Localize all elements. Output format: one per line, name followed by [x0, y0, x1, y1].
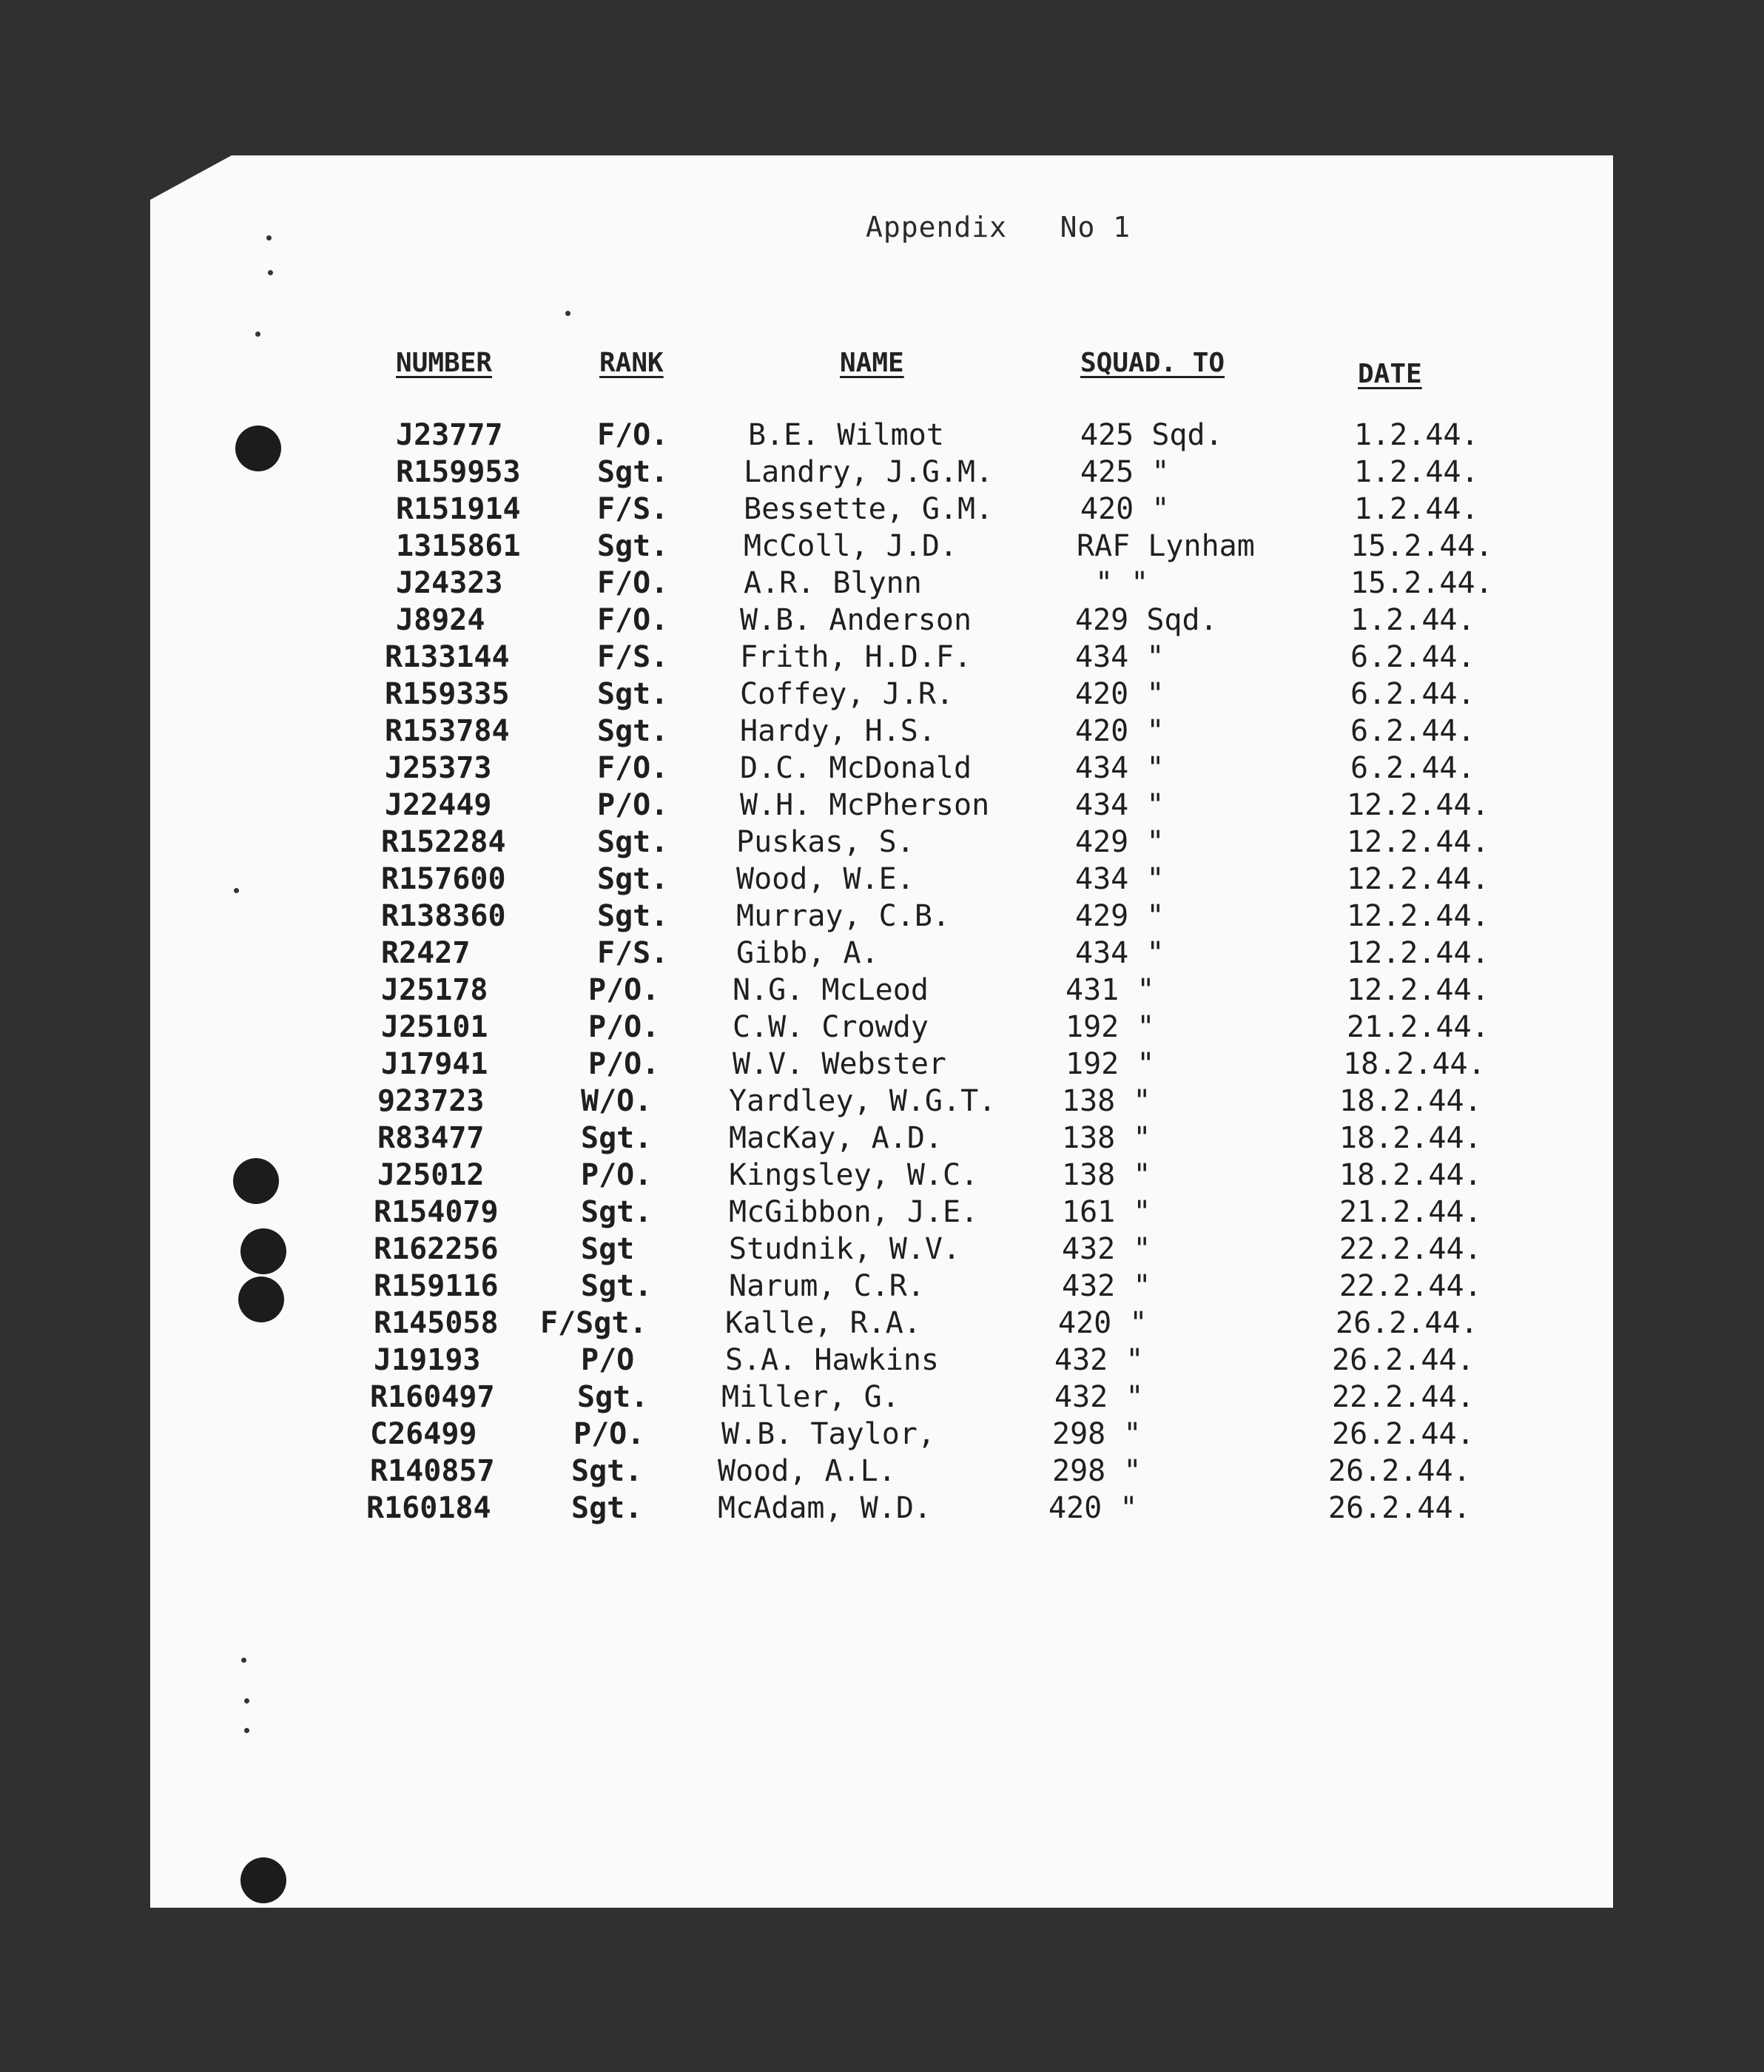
rank: P/O.	[573, 1417, 645, 1451]
punch-hole-top	[235, 426, 281, 471]
name: W.B. Taylor,	[721, 1417, 935, 1451]
squadron: 425 Sqd.	[1080, 418, 1223, 452]
margin-speck	[241, 1658, 246, 1663]
squadron: 420 "	[1080, 492, 1170, 526]
date: 12.2.44.	[1347, 899, 1489, 933]
squadron: 434 "	[1075, 788, 1165, 822]
squadron: 429 Sqd.	[1075, 603, 1218, 637]
date: 1.2.44.	[1354, 455, 1479, 489]
punch-hole-middle-2	[240, 1228, 286, 1274]
date: 1.2.44.	[1350, 603, 1475, 637]
name: A.R. Blynn	[744, 566, 922, 600]
service-number: R133144	[385, 640, 510, 674]
name: Wood, W.E.	[736, 862, 915, 896]
squadron: " "	[1095, 566, 1149, 600]
name: McAdam, W.D.	[718, 1491, 932, 1525]
squadron: 192 "	[1066, 1010, 1155, 1044]
squadron: 298 "	[1052, 1454, 1142, 1488]
date: 12.2.44.	[1347, 825, 1489, 859]
date: 12.2.44.	[1347, 862, 1489, 896]
rank: P/O.	[588, 1010, 660, 1044]
service-number: R140857	[370, 1454, 495, 1488]
header-date: DATE	[1358, 359, 1422, 389]
name: W.V. Webster	[733, 1047, 946, 1081]
date: 18.2.44.	[1339, 1158, 1482, 1192]
date: 26.2.44.	[1328, 1454, 1471, 1488]
rank: F/O.	[597, 566, 669, 600]
service-number: J25101	[381, 1010, 488, 1044]
date: 1.2.44.	[1354, 492, 1479, 526]
date: 6.2.44.	[1350, 677, 1475, 711]
name: Landry, J.G.M.	[744, 455, 994, 489]
name: Gibb, A.	[736, 936, 879, 970]
service-number: R160497	[370, 1380, 495, 1414]
squadron: 432 "	[1062, 1269, 1151, 1303]
service-number: J23777	[396, 418, 503, 452]
service-number: 1315861	[396, 529, 521, 563]
service-number: R151914	[396, 492, 521, 526]
header-rank: RANK	[599, 348, 664, 378]
service-number: R152284	[381, 825, 506, 859]
squadron: 138 "	[1062, 1158, 1151, 1192]
rank: P/O	[581, 1343, 635, 1377]
date: 12.2.44.	[1347, 973, 1489, 1007]
date: 18.2.44.	[1339, 1121, 1482, 1155]
rank: P/O.	[597, 788, 669, 822]
margin-speck	[565, 311, 570, 316]
name: Wood, A.L.	[718, 1454, 896, 1488]
rank: F/O.	[597, 418, 669, 452]
service-number: R159116	[374, 1269, 499, 1303]
rank: F/Sgt.	[540, 1306, 647, 1340]
rank: Sgt	[581, 1232, 635, 1266]
service-number: R157600	[381, 862, 506, 896]
rank: Sgt.	[571, 1491, 643, 1525]
date: 6.2.44.	[1350, 751, 1475, 785]
name: B.E. Wilmot	[748, 418, 944, 452]
squadron: 192 "	[1066, 1047, 1155, 1081]
date: 1.2.44.	[1354, 418, 1479, 452]
date: 15.2.44.	[1350, 566, 1493, 600]
punch-hole-middle-3	[238, 1276, 284, 1322]
name: Miller, G.	[721, 1380, 900, 1414]
name: Puskas, S.	[736, 825, 915, 859]
service-number: J24323	[396, 566, 503, 600]
punch-hole-middle-1	[233, 1158, 279, 1204]
name: Hardy, H.S.	[740, 714, 936, 748]
margin-speck	[244, 1728, 249, 1733]
squadron: 431 "	[1066, 973, 1155, 1007]
name: Murray, C.B.	[736, 899, 950, 933]
appendix-title: Appendix No 1	[866, 211, 1131, 243]
service-number: R159335	[385, 677, 510, 711]
rank: W/O.	[581, 1084, 653, 1118]
name: Bessette, G.M.	[744, 492, 994, 526]
rank: Sgt.	[597, 825, 669, 859]
date: 26.2.44.	[1332, 1417, 1475, 1451]
rank: Sgt.	[597, 529, 669, 563]
rank: Sgt.	[597, 455, 669, 489]
service-number: R153784	[385, 714, 510, 748]
name: W.H. McPherson	[740, 788, 990, 822]
squadron: 420 "	[1058, 1306, 1148, 1340]
rank: Sgt.	[577, 1380, 649, 1414]
squadron: 138 "	[1062, 1121, 1151, 1155]
date: 22.2.44.	[1339, 1232, 1482, 1266]
date: 26.2.44.	[1332, 1343, 1475, 1377]
squadron: 434 "	[1075, 862, 1165, 896]
name: MacKay, A.D.	[729, 1121, 943, 1155]
margin-speck	[244, 1698, 249, 1703]
service-number: 923723	[377, 1084, 485, 1118]
rank: Sgt.	[597, 714, 669, 748]
date: 21.2.44.	[1347, 1010, 1489, 1044]
rank: Sgt.	[597, 677, 669, 711]
name: W.B. Anderson	[740, 603, 972, 637]
date: 26.2.44.	[1328, 1491, 1471, 1525]
squadron: 434 "	[1075, 751, 1165, 785]
squadron: 432 "	[1062, 1232, 1151, 1266]
name: Kalle, R.A.	[725, 1306, 921, 1340]
date: 15.2.44.	[1350, 529, 1493, 563]
service-number: J17941	[381, 1047, 488, 1081]
date: 12.2.44.	[1347, 936, 1489, 970]
date: 18.2.44.	[1339, 1084, 1482, 1118]
service-number: R159953	[396, 455, 521, 489]
date: 21.2.44.	[1339, 1195, 1482, 1229]
rank: F/O.	[597, 751, 669, 785]
header-name: NAME	[840, 348, 904, 378]
date: 22.2.44.	[1339, 1269, 1482, 1303]
rank: F/S.	[597, 936, 669, 970]
rank: Sgt.	[581, 1195, 653, 1229]
service-number: J25178	[381, 973, 488, 1007]
service-number: R2427	[381, 936, 471, 970]
name: S.A. Hawkins	[725, 1343, 939, 1377]
margin-speck	[234, 888, 239, 893]
service-number: J8924	[396, 603, 485, 637]
name: Frith, H.D.F.	[740, 640, 972, 674]
margin-speck	[268, 270, 273, 275]
squadron: 420 "	[1075, 677, 1165, 711]
squadron: RAF Lynham	[1077, 529, 1255, 563]
squadron: 429 "	[1075, 899, 1165, 933]
date: 18.2.44.	[1343, 1047, 1486, 1081]
squadron: 434 "	[1075, 640, 1165, 674]
rank: P/O.	[588, 973, 660, 1007]
service-number: R162256	[374, 1232, 499, 1266]
rank: Sgt.	[597, 899, 669, 933]
service-number: J25012	[377, 1158, 485, 1192]
rank: Sgt.	[597, 862, 669, 896]
squadron: 298 "	[1052, 1417, 1142, 1451]
rank: P/O.	[581, 1158, 653, 1192]
date: 6.2.44.	[1350, 714, 1475, 748]
name: Kingsley, W.C.	[729, 1158, 979, 1192]
service-number: J19193	[374, 1343, 481, 1377]
squadron: 434 "	[1075, 936, 1165, 970]
squadron: 420 "	[1075, 714, 1165, 748]
rank: Sgt.	[571, 1454, 643, 1488]
name: McGibbon, J.E.	[729, 1195, 979, 1229]
name: Yardley, W.G.T.	[729, 1084, 997, 1118]
margin-speck	[255, 332, 260, 337]
squadron: 429 "	[1075, 825, 1165, 859]
squadron: 138 "	[1062, 1084, 1151, 1118]
rank: Sgt.	[581, 1121, 653, 1155]
rank: F/S.	[597, 492, 669, 526]
squadron: 420 "	[1048, 1491, 1138, 1525]
date: 22.2.44.	[1332, 1380, 1475, 1414]
punch-hole-bottom	[240, 1857, 286, 1903]
squadron: 432 "	[1054, 1380, 1144, 1414]
rank: F/S.	[597, 640, 669, 674]
date: 12.2.44.	[1347, 788, 1489, 822]
name: Studnik, W.V.	[729, 1232, 961, 1266]
service-number: R154079	[374, 1195, 499, 1229]
name: Narum, C.R.	[729, 1269, 925, 1303]
service-number: R145058	[374, 1306, 499, 1340]
rank: Sgt.	[581, 1269, 653, 1303]
squadron: 161 "	[1062, 1195, 1151, 1229]
header-number: NUMBER	[396, 348, 493, 378]
service-number: J25373	[385, 751, 492, 785]
name: N.G. McLeod	[733, 973, 929, 1007]
service-number: R138360	[381, 899, 506, 933]
name: McColl, J.D.	[744, 529, 957, 563]
squadron: 425 "	[1080, 455, 1170, 489]
service-number: J22449	[385, 788, 492, 822]
name: D.C. McDonald	[740, 751, 972, 785]
service-number: C26499	[370, 1417, 477, 1451]
date: 6.2.44.	[1350, 640, 1475, 674]
service-number: R160184	[366, 1491, 491, 1525]
header-squad: SQUAD. TO	[1080, 348, 1225, 378]
name: C.W. Crowdy	[733, 1010, 929, 1044]
name: Coffey, J.R.	[740, 677, 954, 711]
margin-speck	[266, 235, 272, 240]
date: 26.2.44.	[1336, 1306, 1478, 1340]
service-number: R83477	[377, 1121, 485, 1155]
rank: P/O.	[588, 1047, 660, 1081]
rank: F/O.	[597, 603, 669, 637]
squadron: 432 "	[1054, 1343, 1144, 1377]
